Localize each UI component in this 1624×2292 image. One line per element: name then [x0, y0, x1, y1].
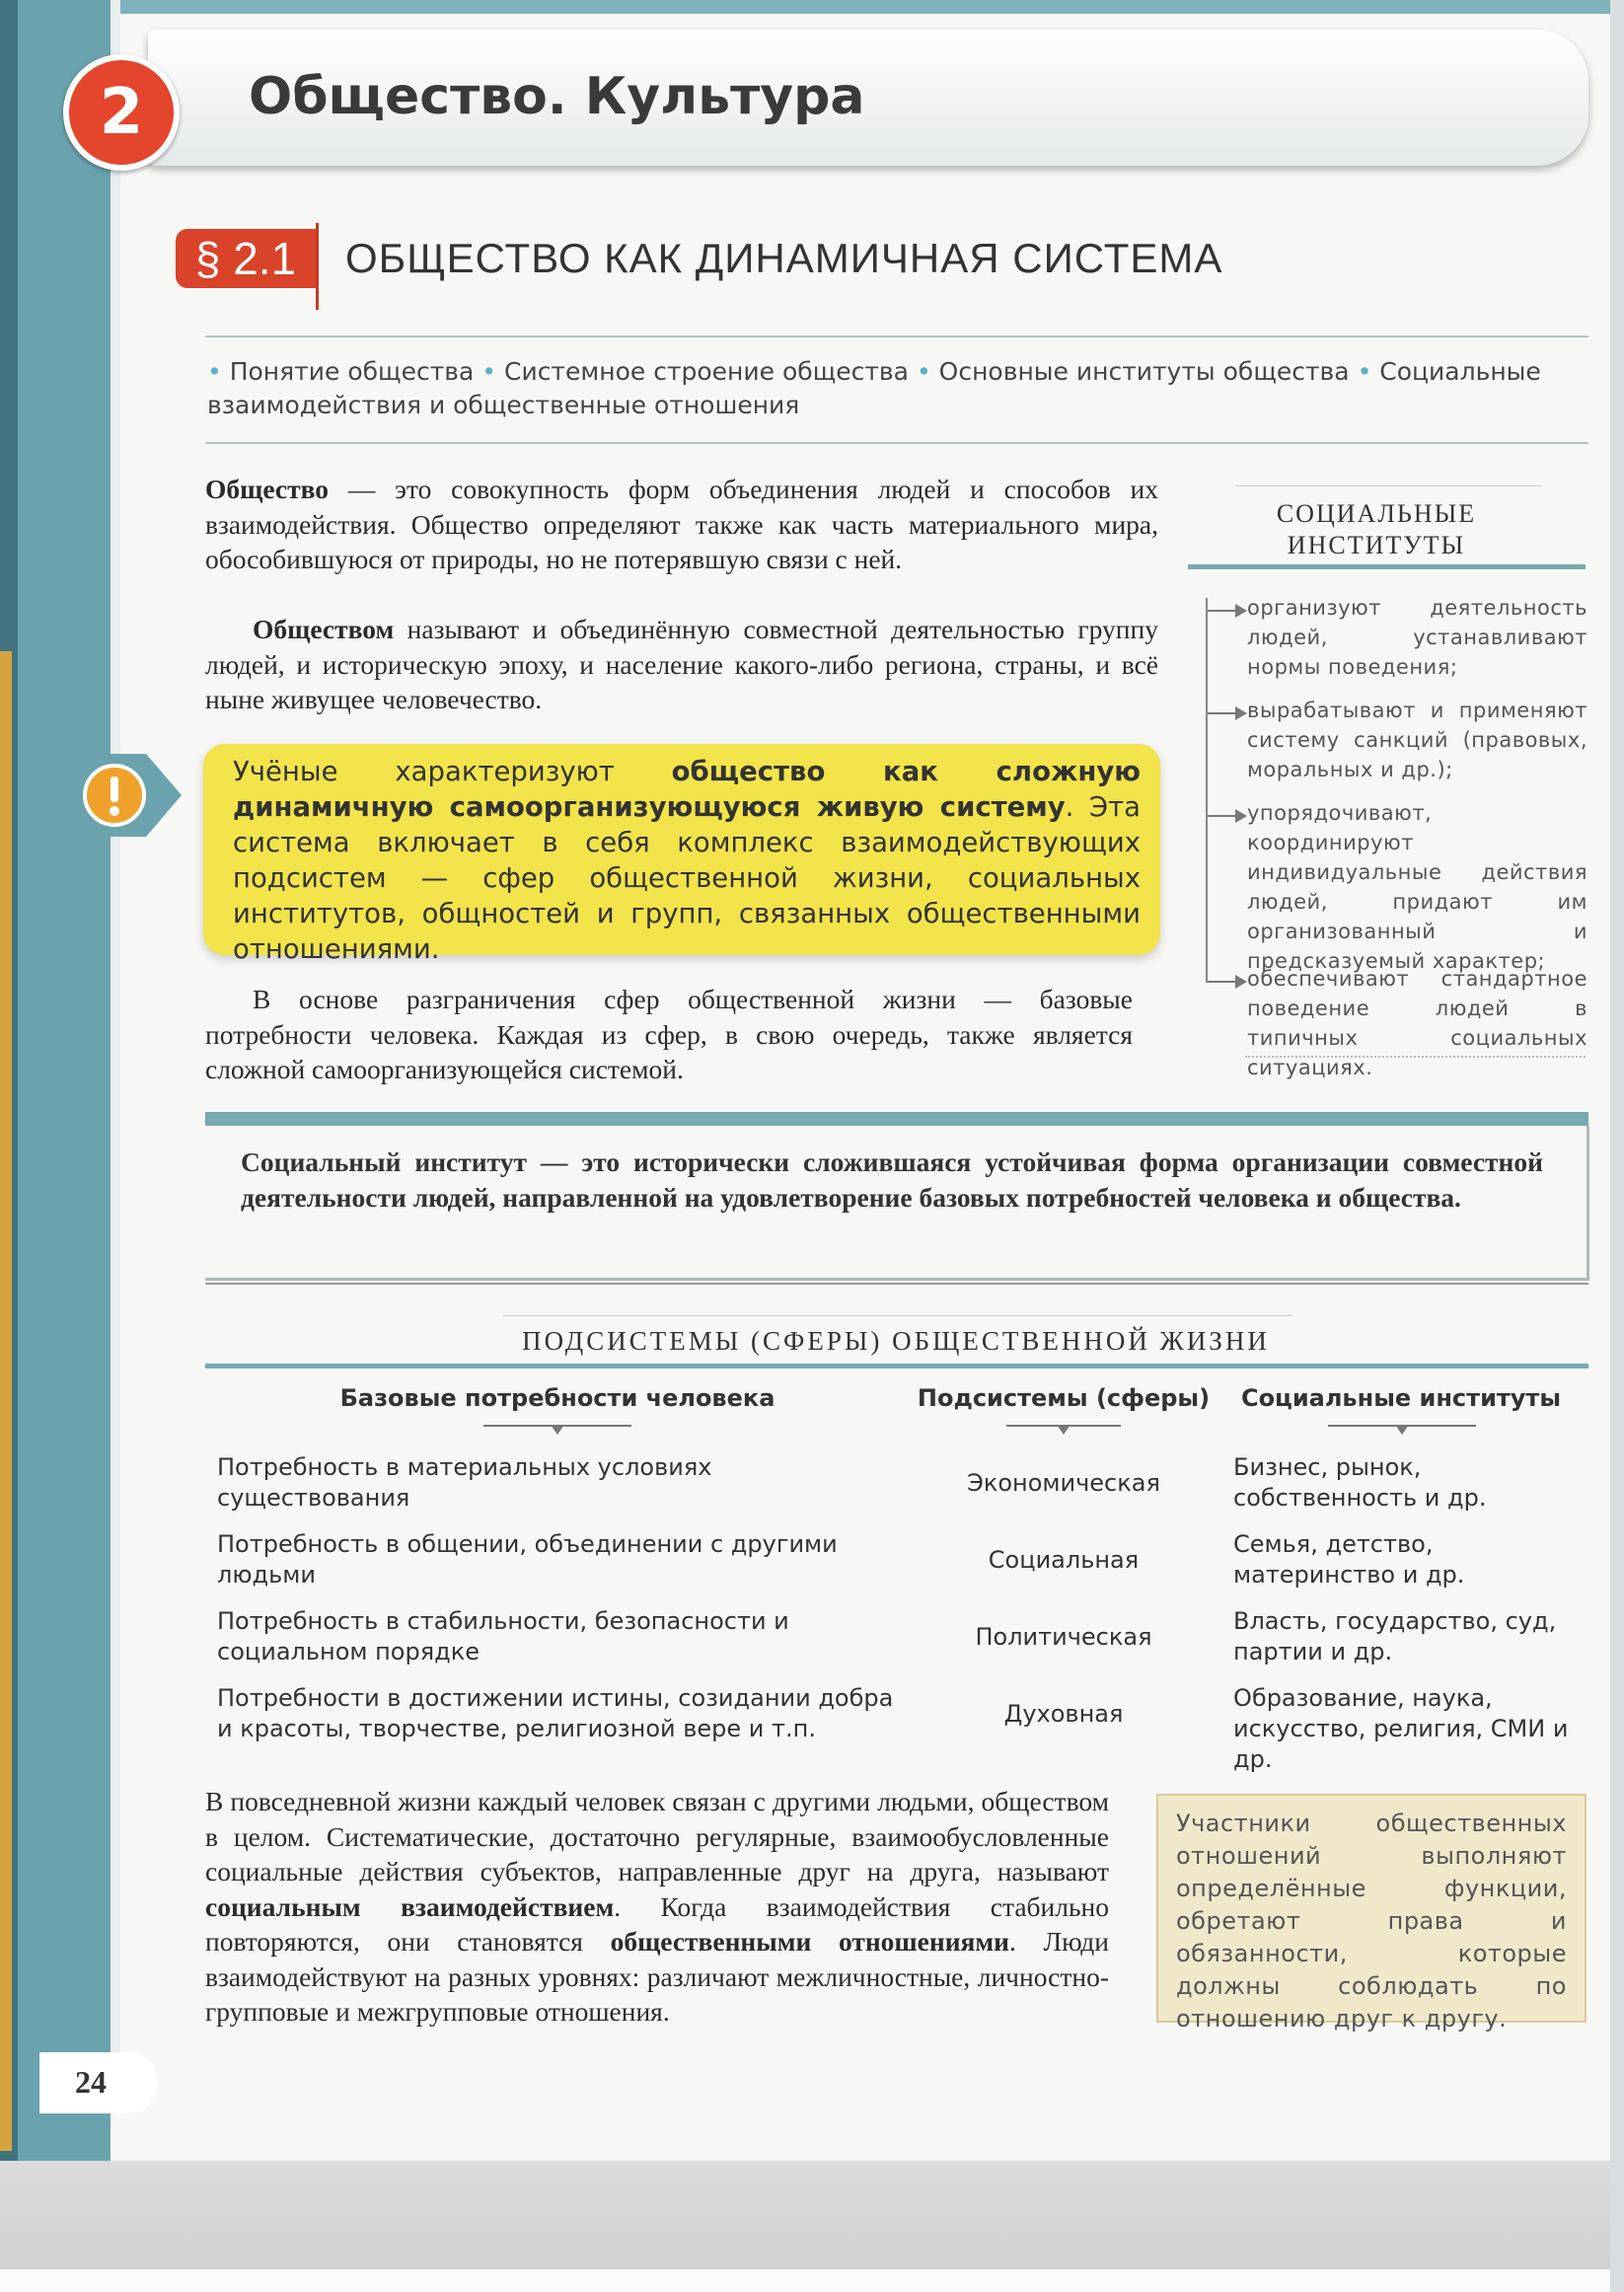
- top-edge-strip: [0, 0, 1624, 14]
- institutions-item: вырабатывают и применяют систему санкций (правовых, моральных и др.);: [1247, 699, 1587, 781]
- interaction-paragraph: [205, 1784, 1109, 2030]
- definition-body: — это исторически сложившаяся устойчивая форма организации совместной деятельности людей, направленной на удовлетворение базовых потребностей человека и общества.: [241, 1146, 1543, 1213]
- table-header-spheres: Подсистемы (сферы): [917, 1384, 1211, 1412]
- institutions-connector-line: [1206, 598, 1208, 983]
- arrow-right-icon: [1208, 610, 1245, 612]
- paragraph-text: называют и объединённую совместной деятельностью группу людей, и историческую эпоху, и население какого-либо региона, страны, и всё ныне живущее человечество.: [205, 614, 1158, 714]
- term: общественными отношениями: [610, 1926, 1009, 1957]
- table-cell-need: Потребность в общении, объединении с другими людьми: [217, 1530, 838, 1589]
- key-idea-text: [233, 754, 1141, 967]
- arrow-right-icon: [1208, 712, 1245, 714]
- inner-border: [111, 0, 120, 2102]
- table-cell-need: Потребность в стабильности, безопасности и социальном порядке: [217, 1607, 789, 1665]
- topics-list: [207, 355, 1588, 422]
- topics-top-rule: [205, 335, 1588, 337]
- term: социальным взаимодействием: [205, 1890, 615, 1922]
- table-title: ПОДСИСТЕМЫ (СФЕРЫ) ОБЩЕСТВЕННОЙ ЖИЗНИ: [522, 1326, 1270, 1356]
- bullet-icon: •: [916, 357, 931, 386]
- arrow-right-icon: [1208, 981, 1245, 983]
- bullet-icon: •: [481, 357, 497, 386]
- table-cell-institutions: Семья, детство, материнство и др.: [1233, 1530, 1465, 1589]
- table-title-rule: [205, 1364, 1588, 1368]
- bullet-icon: •: [1357, 357, 1372, 386]
- definition-text: [241, 1145, 1543, 1215]
- right-edge: [1610, 0, 1624, 2292]
- definition-term: Социальный институт: [241, 1146, 527, 1177]
- topic-item: Основные институты общества: [938, 357, 1350, 386]
- table-header-needs: Базовые потребности человека: [339, 1384, 775, 1412]
- institutions-title-rule: [1188, 564, 1586, 569]
- paragraph-text: . Когда взаимодействия стабильно повторяются, они становятся: [205, 1890, 1110, 1957]
- table-cell-sphere: Духовная: [1003, 1700, 1124, 1728]
- definition-bottom-rule: [205, 1283, 1588, 1285]
- table-cell-need: Потребности в достижении истины, созидании добра и красоты, творчестве, религиозной вере и т.п.: [217, 1684, 894, 1742]
- section-title: ОБЩЕСТВО КАК ДИНАМИЧНАЯ СИСТЕМА: [345, 235, 1223, 281]
- institutions-item: упорядочивают, координируют индивидуальные действия людей, придают им организованный и предсказуемый характер;: [1247, 801, 1587, 973]
- section-divider: [316, 223, 319, 310]
- institutions-title-line: СОЦИАЛЬНЫЕ: [1276, 499, 1477, 528]
- note-text: Участники общественных отношений выполняют определённые функции, обретают права и обязанности, которые должны соблюдать по отношению друг к другу.: [1176, 1810, 1567, 2033]
- institutions-item: обеспечивают стандартное поведение людей в типичных социальных ситуациях.: [1247, 967, 1587, 1079]
- term: Обществом: [253, 614, 395, 644]
- institutions-title-line: ИНСТИТУТЫ: [1287, 531, 1466, 559]
- arrow-right-icon: [1208, 815, 1245, 817]
- paragraph-text: В повседневной жизни каждый человек связан с другими людьми, обществом в целом. Систематические, достаточно регулярные, взаимообусловленные социальные действия субъектов, направленные друг на друга, называют: [205, 1786, 1109, 1886]
- paragraph-text: . Люди взаимодействуют на разных уровнях: различают межличностные, личностно-групповые и межгрупповые отношения.: [205, 1926, 1109, 2027]
- chevron-down-icon: [1006, 1425, 1121, 1427]
- table-cell-institutions: Власть, государство, суд, партии и др.: [1233, 1607, 1557, 1665]
- institutions-top-rule: [1235, 485, 1541, 486]
- chapter-title: Общество. Культура: [249, 67, 865, 126]
- bottom-edge: [0, 2269, 1624, 2292]
- term: Общество: [205, 474, 330, 504]
- topic-item: Понятие общества: [229, 357, 475, 386]
- table-cell-institutions: Бизнес, рынок, собственность и др.: [1233, 1453, 1487, 1512]
- chevron-down-icon: [483, 1425, 631, 1427]
- table-top-rule: [503, 1315, 1292, 1316]
- section-number-badge: § 2.1: [176, 229, 316, 288]
- table-cell-sphere: Социальная: [988, 1546, 1140, 1574]
- chapter-number-badge: 2: [63, 54, 180, 171]
- table-cell-sphere: Экономическая: [967, 1469, 1160, 1497]
- institutions-item: организуют деятельность людей, устанавливают нормы поведения;: [1247, 596, 1587, 679]
- key-idea-bold: общество как сложную динамичную самоорганизующуюся живую систему: [233, 756, 1141, 823]
- key-idea-pre: Учёные характеризуют: [233, 756, 672, 787]
- page-edge-strip: [0, 651, 12, 2151]
- institutions-box-title: [1189, 498, 1564, 561]
- topics-bottom-rule: [205, 442, 1588, 444]
- table-header-institutions: Социальные институты: [1240, 1384, 1562, 1412]
- table-cell-need: Потребность в материальных условиях существования: [217, 1453, 712, 1512]
- exclamation-icon: [75, 746, 184, 845]
- table-cell-sphere: Политическая: [975, 1623, 1152, 1651]
- intro-paragraph-1: [205, 472, 1158, 577]
- bullet-icon: •: [207, 357, 222, 386]
- table-cell-institutions: Образование, наука, искусство, религия, СМИ и др.: [1233, 1684, 1569, 1773]
- topic-item: Социальные взаимодействия и общественные отношения: [207, 357, 1541, 419]
- key-idea-post: . Эта система включает в себя комплекс взаимодействующих подсистем — сфер общественной жизни, социальных институтов, общностей и групп, связанных общественными отношениями.: [233, 791, 1141, 965]
- spheres-paragraph: В основе разграничения сфер общественной жизни — базовые потребности человека. Каждая из сфер, в свою очередь, также является сложной самоорганизующейся системой.: [205, 984, 1133, 1084]
- topic-item: Системное строение общества: [503, 357, 909, 386]
- chevron-down-icon: [1328, 1425, 1476, 1427]
- intro-paragraph-2: [205, 612, 1158, 717]
- page-number: 24: [75, 2064, 107, 2100]
- definition-top-bar: [205, 1112, 1588, 1126]
- paragraph-text: — это совокупность форм объединения людей и способов их взаимодействия. Общество определяют также как часть материального мира, обособившуюся от природы, но не потерявшую связи с ней.: [205, 474, 1158, 574]
- institutions-bottom-rule: [1245, 1056, 1586, 1058]
